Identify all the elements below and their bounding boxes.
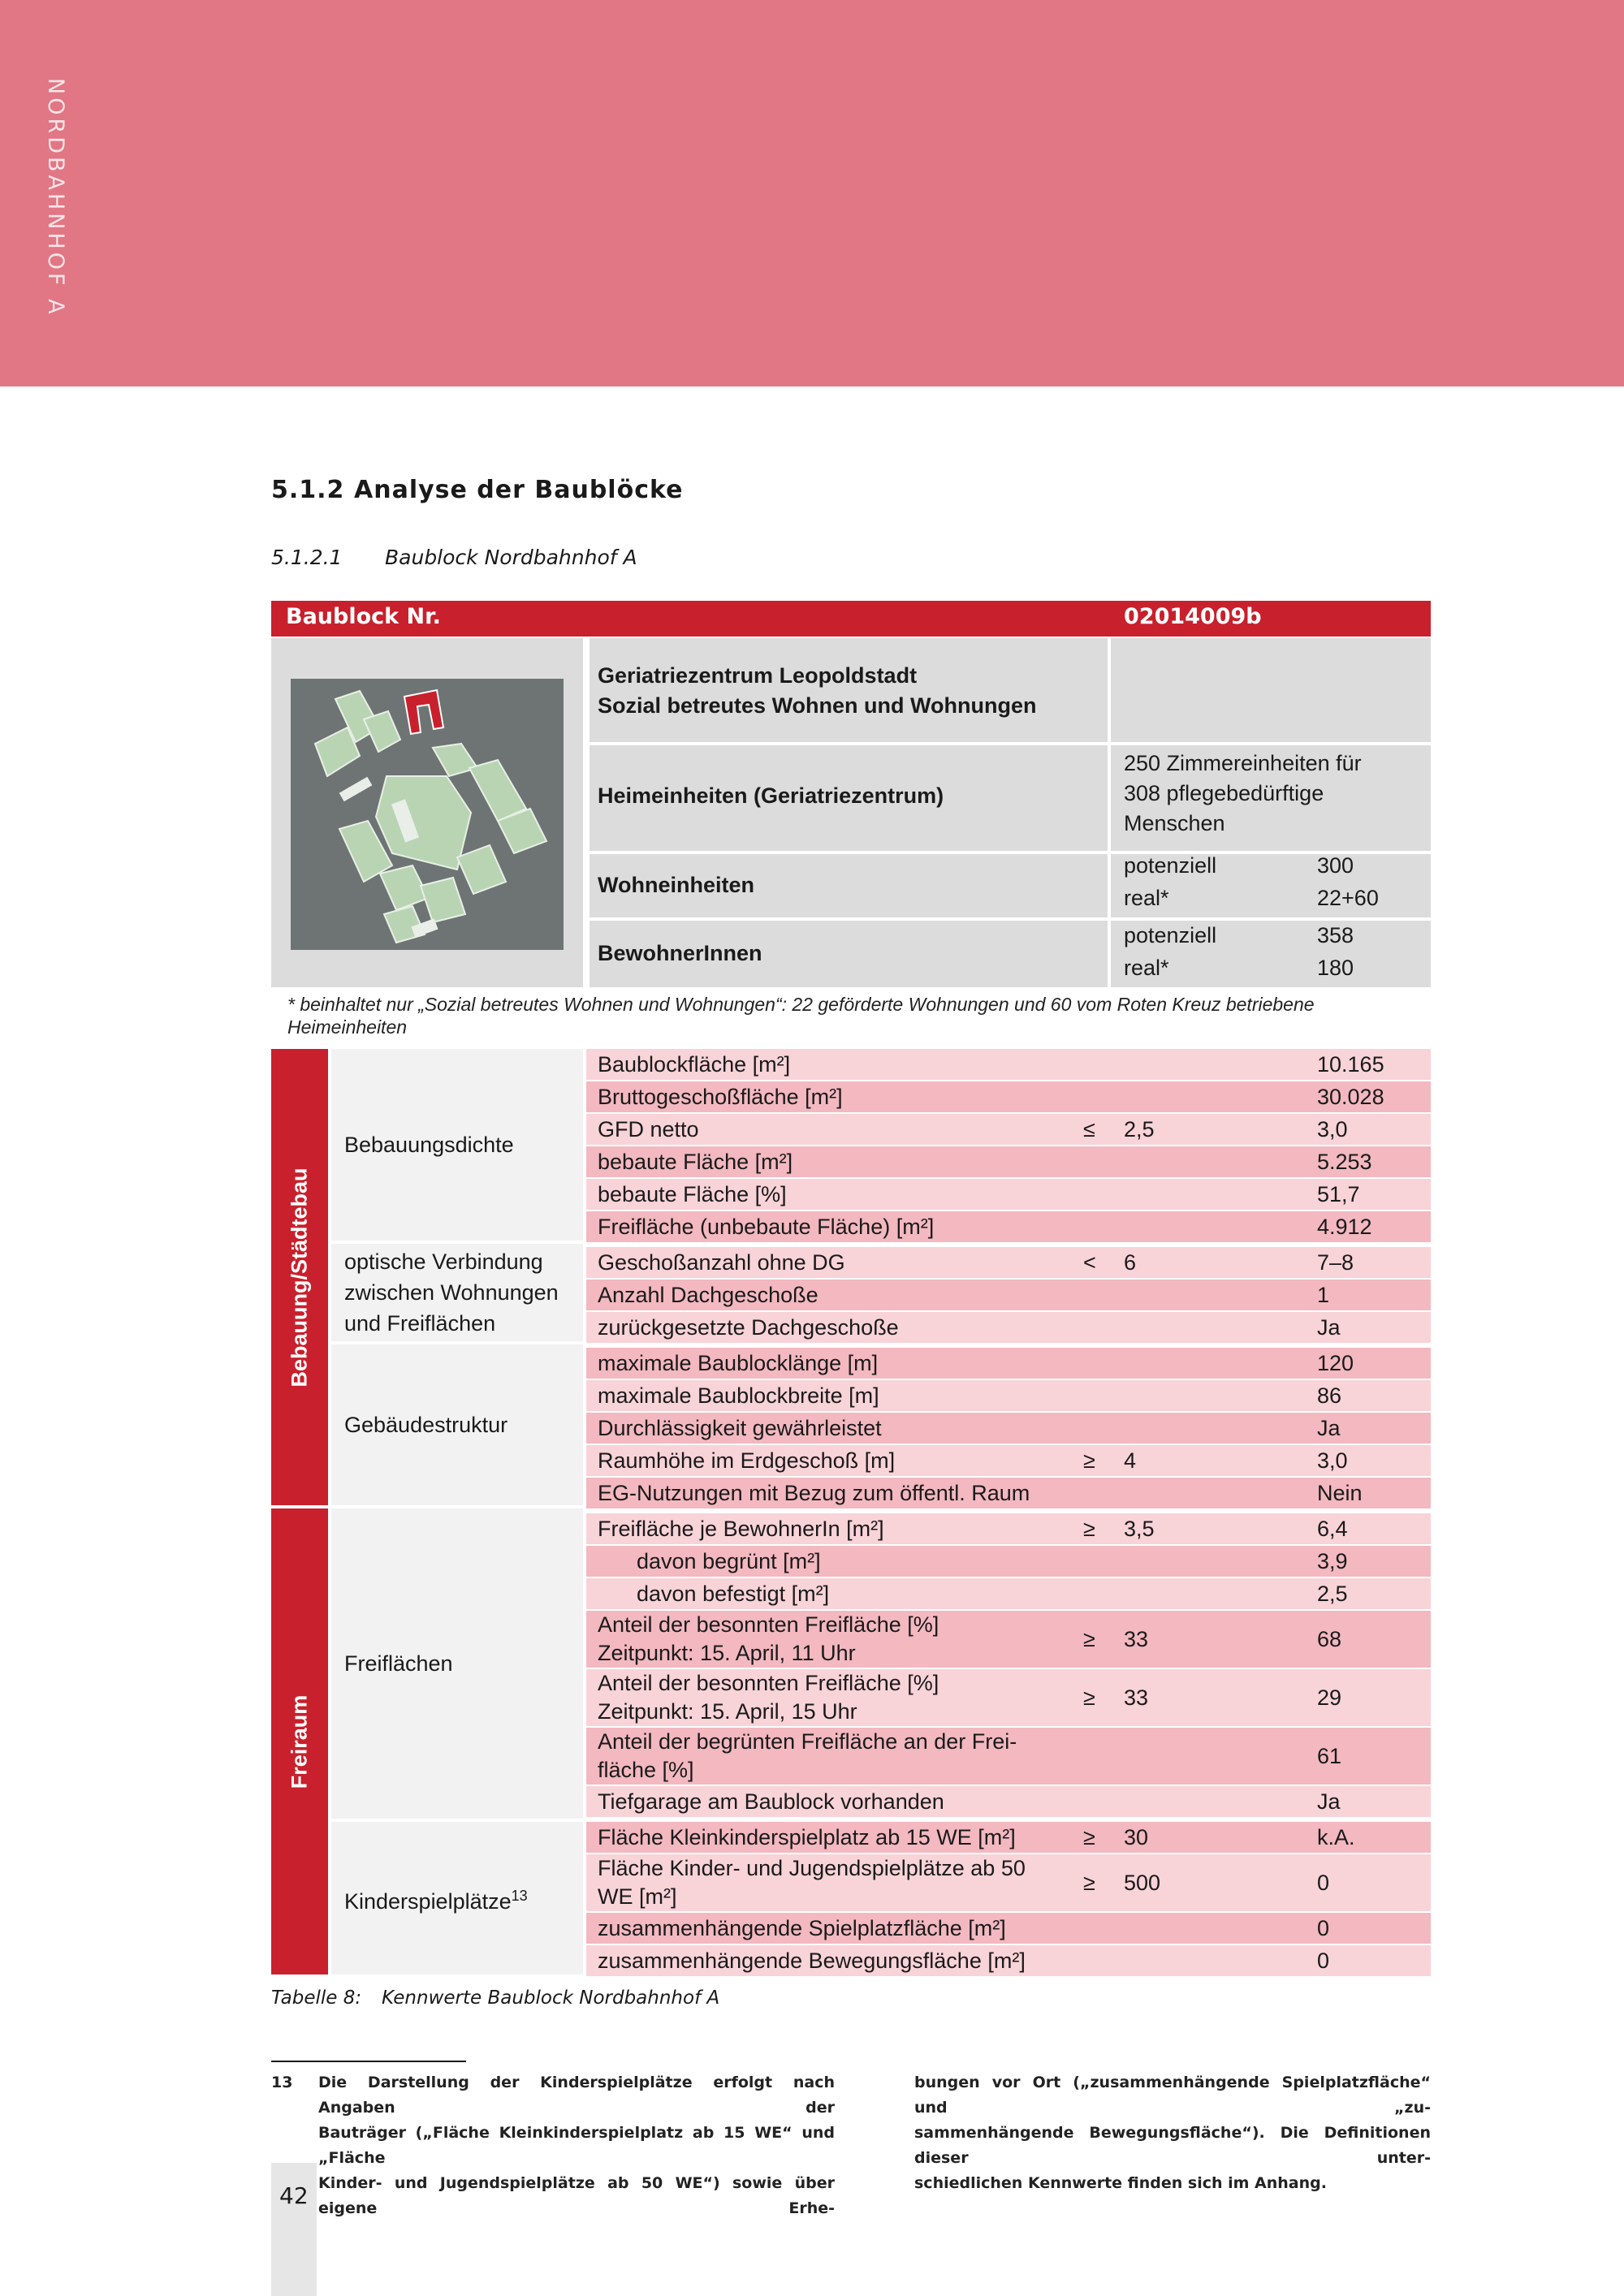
row-label-line: Anteil der besonnten Freifläche [%]	[598, 1671, 939, 1695]
heim-value	[1124, 749, 1362, 839]
footnote-line: Die Darstellung der Kinderspielplätze erfolgt nach Angaben der	[318, 2074, 835, 2117]
row-label	[598, 1669, 939, 1726]
row-value: 3,9	[1317, 1549, 1348, 1573]
category-label: Kinderspielplätze	[344, 1888, 512, 1914]
row-label	[598, 1611, 939, 1668]
table-row	[586, 1822, 1431, 1853]
footnote-ref-13: 13	[511, 1887, 528, 1904]
header-banner	[0, 0, 1624, 386]
row-value: 68	[1317, 1627, 1342, 1651]
row-operator: ≥	[1083, 1685, 1095, 1710]
category-optische-verbindung	[331, 1244, 583, 1341]
row-operator: ≥	[1083, 1871, 1095, 1895]
row-label-line: Tiefgarage am Baublock vorhanden	[598, 1789, 944, 1814]
row-label-line: WE [m²]	[598, 1884, 677, 1909]
row-value: 61	[1317, 1744, 1342, 1768]
row-limit: 500	[1124, 1871, 1161, 1895]
table-caption	[271, 1987, 719, 2009]
row-label	[598, 1146, 793, 1177]
row-value: k.A.	[1317, 1825, 1355, 1849]
row-operator: ≥	[1083, 1448, 1095, 1473]
table-row	[586, 1854, 1431, 1911]
row-value: 1	[1317, 1283, 1330, 1307]
table-row	[586, 1413, 1431, 1444]
row-limit: 3,5	[1124, 1517, 1155, 1541]
table-row	[586, 1280, 1431, 1310]
row-value: 2,5	[1317, 1582, 1348, 1606]
row-label-line: Bruttogeschoßfläche [m²]	[598, 1085, 843, 1109]
row-value: 0	[1317, 1916, 1330, 1940]
row-value: 10.165	[1317, 1052, 1384, 1077]
row-label-line: Anteil der besonnten Freifläche [%]	[598, 1612, 939, 1637]
caption-text: Kennwerte Baublock Nordbahnhof A	[382, 1987, 720, 2009]
bew-value: 180	[1317, 956, 1354, 980]
usage-type-cell	[1111, 638, 1431, 742]
row-limit: 33	[1124, 1627, 1149, 1651]
table-row	[586, 1578, 1431, 1609]
section-title: Analyse der Baublöcke	[354, 476, 684, 504]
wohn-key: potenziell	[1124, 853, 1217, 878]
footnote-line: Bauträger („Fläche Kleinkinderspielplatz ab 15 WE“ und „Fläche	[318, 2124, 835, 2167]
table-row	[586, 1786, 1431, 1817]
row-label	[598, 1280, 818, 1310]
row-label-line: Freifläche (unbebaute Fläche) [m²]	[598, 1215, 935, 1239]
category-label: Bebauungsdichte	[344, 1133, 514, 1157]
row-value: 120	[1317, 1351, 1354, 1375]
row-label-line: maximale Baublockbreite [m]	[598, 1383, 879, 1408]
row-limit: 6	[1124, 1250, 1137, 1275]
row-label-line: zusammenhängende Spielplatzfläche [m²]	[598, 1916, 1006, 1940]
footnote-13-number: 13	[271, 2074, 293, 2091]
row-label	[598, 1854, 1026, 1911]
table-row	[586, 1728, 1431, 1785]
wohn-values	[1124, 851, 1424, 916]
table-row	[586, 1380, 1431, 1411]
row-label	[598, 1348, 878, 1379]
row-label	[598, 1822, 1016, 1853]
row-label-line: bebaute Fläche [%]	[598, 1182, 787, 1206]
row-value: Ja	[1317, 1416, 1341, 1440]
row-value: 3,0	[1317, 1448, 1348, 1473]
row-label-line: Baublockfläche [m²]	[598, 1052, 791, 1077]
category-label: Freiflächen	[344, 1651, 453, 1676]
table-row	[586, 1211, 1431, 1242]
table-row	[586, 1478, 1431, 1508]
row-operator: ≥	[1083, 1627, 1095, 1651]
subsection-heading	[271, 546, 637, 569]
row-label	[598, 1380, 879, 1411]
caption-number: Tabelle 8:	[271, 1987, 362, 2009]
row-value: 6,4	[1317, 1517, 1348, 1541]
row-value: 3,0	[1317, 1117, 1348, 1142]
usage-line: Geriatriezentrum Leopoldstadt	[598, 663, 918, 688]
bew-key: real*	[1124, 956, 1169, 980]
table-row	[586, 1081, 1431, 1112]
row-label	[598, 1913, 1006, 1944]
row-value: 30.028	[1317, 1085, 1384, 1109]
footnote-line: sammenhängende Bewegungsfläche“). Die Definitionen dieser unter-	[914, 2124, 1431, 2167]
row-label	[598, 1081, 843, 1112]
row-label-line: Anzahl Dachgeschoße	[598, 1283, 818, 1307]
side-title: NORDBAHNHOF A	[43, 78, 68, 317]
table-row	[586, 1179, 1431, 1210]
row-label-line: Raumhöhe im Erdgeschoß [m]	[598, 1448, 896, 1473]
section-bar-freiraum	[271, 1508, 328, 1974]
row-label-line: Fläche Kinder- und Jugendspielplätze ab 50	[598, 1856, 1026, 1880]
footnote-13-right	[914, 2070, 1431, 2196]
bew-value: 358	[1317, 923, 1354, 947]
row-label-line: davon begrünt [m²]	[637, 1549, 821, 1573]
row-operator: ≥	[1083, 1517, 1095, 1541]
row-label-line: Durchlässigkeit gewährleistet	[598, 1416, 882, 1440]
section-number: 5.1.2	[271, 476, 345, 504]
table-row	[586, 1445, 1431, 1476]
row-label	[598, 1945, 1026, 1976]
category-label: Gebäudestruktur	[344, 1413, 508, 1437]
row-label	[598, 1445, 895, 1476]
table-row	[586, 1114, 1431, 1145]
row-label	[598, 1786, 944, 1817]
bew-values	[1124, 921, 1424, 986]
row-operator: ≤	[1083, 1117, 1095, 1142]
row-label-line: Zeitpunkt: 15. April, 11 Uhr	[598, 1641, 856, 1665]
row-value: 5.253	[1317, 1150, 1372, 1174]
page-number: 42	[279, 2182, 309, 2209]
table-row	[586, 1669, 1431, 1726]
row-label	[598, 1211, 934, 1242]
row-value: Ja	[1317, 1315, 1341, 1340]
table-header-row	[271, 601, 1431, 637]
table-row	[586, 1913, 1431, 1944]
row-value: 86	[1317, 1383, 1342, 1408]
category-label-line: optische Verbindung	[344, 1249, 543, 1274]
footnote-line: Kinder- und Jugendspielplätze ab 50 WE“) sowie über eigene Erhe-	[318, 2174, 835, 2217]
table-row	[586, 1611, 1431, 1668]
row-label-line: EG-Nutzungen mit Bezug zum öffentl. Raum	[598, 1481, 1030, 1505]
map-cell	[271, 638, 583, 987]
heim-value-line: 308 pflegebedürftige	[1124, 781, 1324, 805]
bew-label: BewohnerInnen	[598, 941, 762, 965]
section-heading	[271, 476, 683, 504]
row-label-line: Anteil der begrünten Freifläche an der Frei-	[598, 1729, 1017, 1754]
table-row	[586, 1312, 1431, 1343]
baublock-label: Baublock Nr.	[286, 604, 441, 629]
table-row	[586, 1247, 1431, 1278]
row-limit: 30	[1124, 1825, 1149, 1849]
category-label-line: und Freiflächen	[344, 1311, 496, 1336]
table-row	[586, 1513, 1431, 1544]
row-operator: ≥	[1083, 1825, 1095, 1849]
row-limit: 33	[1124, 1685, 1149, 1710]
table-row	[586, 1945, 1431, 1976]
row-value: Nein	[1317, 1481, 1363, 1505]
row-label-line: bebaute Fläche [m²]	[598, 1150, 793, 1174]
subsection-number: 5.1.2.1	[271, 546, 343, 569]
table-row	[586, 1146, 1431, 1177]
row-label	[598, 1114, 699, 1145]
row-label-line: Zeitpunkt: 15. April, 15 Uhr	[598, 1699, 857, 1724]
row-label-line: maximale Baublocklänge [m]	[598, 1351, 879, 1375]
row-label-line: zurückgesetzte Dachgeschoße	[598, 1315, 899, 1340]
row-value: 51,7	[1317, 1182, 1360, 1206]
table-row	[586, 1049, 1431, 1080]
table-row	[586, 1546, 1431, 1577]
site-plan-map	[291, 679, 564, 950]
row-operator: <	[1083, 1250, 1096, 1275]
row-limit: 4	[1124, 1448, 1137, 1473]
row-label	[598, 1728, 1017, 1785]
category-kinderspielplaetze	[331, 1822, 583, 1974]
usage-line: Sozial betreutes Wohnen und Wohnungen	[598, 693, 1037, 718]
usage-names	[598, 661, 1037, 721]
row-value: 4.912	[1317, 1215, 1372, 1239]
wohn-value: 22+60	[1317, 886, 1379, 910]
row-label-line: GFD netto	[598, 1117, 699, 1142]
subsection-title: Baublock Nordbahnhof A	[385, 546, 637, 569]
row-label	[598, 1049, 790, 1080]
bew-key: potenziell	[1124, 923, 1217, 947]
row-label	[598, 1312, 899, 1343]
row-value: 29	[1317, 1685, 1342, 1710]
row-value: 7–8	[1317, 1250, 1354, 1275]
footnote-13-left	[318, 2070, 835, 2221]
heim-label: Heimeinheiten (Geriatriezentrum)	[598, 783, 944, 808]
row-value: Ja	[1317, 1789, 1341, 1814]
row-label-line: fläche [%]	[598, 1758, 694, 1782]
row-label	[637, 1578, 829, 1609]
wohn-value: 300	[1317, 853, 1354, 878]
row-label	[598, 1513, 884, 1544]
row-label-line: davon befestigt [m²]	[637, 1582, 830, 1606]
row-value: 0	[1317, 1871, 1330, 1895]
footnote-separator	[271, 2061, 466, 2062]
row-label	[598, 1413, 882, 1444]
section-label-freiraum: Freiraum	[287, 1694, 312, 1789]
row-label-line: Geschoßanzahl ohne DG	[598, 1250, 845, 1275]
row-label-line: zusammenhängende Bewegungsfläche [m²]	[598, 1949, 1026, 1973]
row-label	[637, 1546, 821, 1577]
footnote-line: bungen vor Ort („zusammenhängende Spielplatzfläche“ und „zu-	[914, 2074, 1431, 2117]
wohn-label: Wohneinheiten	[598, 873, 754, 897]
row-label	[598, 1179, 787, 1210]
category-gebaeudestruktur	[331, 1344, 583, 1505]
category-bebauungsdichte	[331, 1049, 583, 1241]
wohn-key: real*	[1124, 886, 1169, 910]
section-bar-bebauung	[271, 1049, 328, 1505]
row-label-line: Fläche Kleinkinderspielplatz ab 15 WE [m²]	[598, 1825, 1016, 1849]
info-block	[271, 638, 1431, 987]
row-label	[598, 1247, 845, 1278]
star-footnote: * beinhaltet nur „Sozial betreutes Wohnen und Wohnungen“: 22 geförderte Wohnungen und 60 vom Roten Kreuz betriebene Heimeinheiten	[287, 994, 1315, 1038]
heim-value-line: 250 Zimmereinheiten für	[1124, 751, 1362, 775]
footnote-line: schiedlichen Kennwerte finden sich im Anhang.	[914, 2174, 1327, 2192]
category-label-line: zwischen Wohnungen	[344, 1280, 559, 1305]
row-label	[598, 1478, 1030, 1508]
heim-value-line: Menschen	[1124, 811, 1225, 835]
baublock-number: 02014009b	[1124, 604, 1262, 629]
row-value: 0	[1317, 1949, 1330, 1973]
row-label-line: Freifläche je BewohnerIn [m²]	[598, 1517, 884, 1541]
category-freiflaechen	[331, 1508, 583, 1819]
section-label-bebauung: Bebauung/Städtebau	[287, 1167, 312, 1388]
row-limit: 2,5	[1124, 1117, 1155, 1142]
table-row	[586, 1348, 1431, 1379]
